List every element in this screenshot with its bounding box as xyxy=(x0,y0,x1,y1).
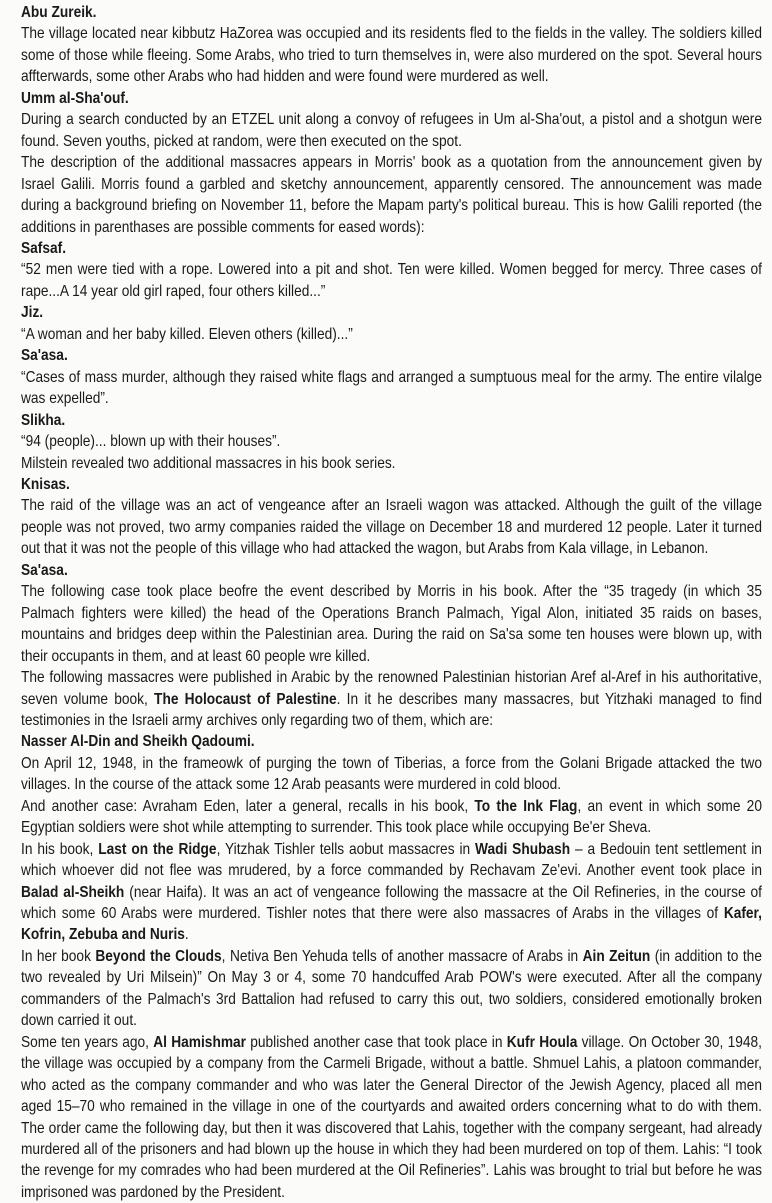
text-run: On April 12, 1948, in the frameowk of purging the town of Tiberias, a force from the Golani Brigade attacked the two villages. In the course of the attack some 12 Arab peasants were murdered in cold blood. xyxy=(21,754,762,794)
text-run: Knisas. xyxy=(21,475,70,493)
bold-text: Last on the Ridge xyxy=(98,840,217,858)
text-run: In his book, xyxy=(21,840,99,858)
paragraph xyxy=(21,581,762,667)
section-heading xyxy=(21,560,762,581)
bold-text: Ain Zeitun xyxy=(582,947,651,965)
text-run: During a search conducted by an ETZEL unit along a convoy of refugees in Um al-Sha'out, a pistol and a shotgun were found. Seven youths, picked at random, were then executed on the spot. xyxy=(21,111,762,150)
paragraph xyxy=(21,23,762,87)
bold-text: Balad al-Sheikh xyxy=(21,883,125,901)
text-run: Slikha. xyxy=(21,411,66,429)
paragraph xyxy=(21,667,762,731)
text-run: (near Haifa). It was an act of vengeance following the massacre at the Oil Refineries, in the course of which some 60 Arabs were murdered. Tishler notes that there were also massacres of Arabs in the villages of xyxy=(21,883,762,923)
text-run: , an event in which some 20 Egyptian soldiers were shot while attempting to surrender. This took place while occupying Be'er Sheva. xyxy=(21,797,762,837)
text-run: The raid of the village was an act of vengeance after an Israeli wagon was attacked. Although the guilt of the village people was not proved, two army companies raided the village on December 18 and murdered 12 people. Later it turned out that it was not the people of this village who had attacked the wagon, but Arabs from Kala village, in Lebanon. xyxy=(21,497,762,558)
text-run: Sa'asa. xyxy=(21,347,68,365)
text-run: Safsaf. xyxy=(21,239,67,257)
paragraph xyxy=(21,839,762,946)
bold-text: Kafer, Kofrin, Zebuba and Nuris xyxy=(21,905,762,944)
text-run: (in addition to the two revealed by Uri Milsein)” On May 3 or 4, some 70 handcuffed Arab POW's were executed. After all the company commanders of the Palmach's 3rd Battalion had refused to carry this out, two soldiers, considered emotionally broken down carried it out. xyxy=(21,947,762,1030)
section-heading xyxy=(21,410,762,431)
text-run: – a Bedouin tent settlement in which whoever did not flee was mrudered, by a force commanded by Rechavam Ze'evi. Another event took place in xyxy=(21,840,762,880)
text-run: Sa'asa. xyxy=(21,561,68,579)
text-run: In her book xyxy=(21,947,96,965)
section-heading xyxy=(21,2,762,23)
paragraph xyxy=(21,946,762,1032)
text-run: . xyxy=(184,926,189,944)
paragraph xyxy=(21,753,762,796)
text-run: The description of the additional massacres appears in Morris' book as a quotation from the announcement given by Israel Galili. Morris found a garbled and sketchy announcement, apparently censored. The announcement was made during a background briefing on November 11, before the Mapam party's political bureau. This is how Galili reported (the additions in parenthases are possible comments for eased words): xyxy=(21,154,762,236)
paragraph xyxy=(21,152,762,238)
text-run: Nasser Al-Din and Sheikh Qadoumi. xyxy=(21,733,255,751)
text-run: Umm al-Sha'ouf. xyxy=(21,89,129,107)
paragraph xyxy=(21,796,762,839)
section-heading xyxy=(21,302,762,323)
bold-text: Wadi Shubash xyxy=(475,840,571,858)
bold-text: Kufr Houla xyxy=(506,1033,578,1051)
paragraph xyxy=(21,495,762,559)
bold-text: The Holocaust of Palestine xyxy=(154,690,337,708)
text-run: Abu Zureik. xyxy=(21,4,97,21)
text-run: “52 men were tied with a rope. Lowered into a pit and shot. Ten were killed. Women begged for mercy. Three cases of rape...A 14 year old girl raped, four others killed...” xyxy=(21,261,762,300)
text-run: The following case took place beofre the event described by Morris in his book. After the “35 tragedy (in which 35 Palmach fighters were killed) the head of the Operations Branch Palmach, Yigal Alon, initiated 35 raids on bases, mountains and bridges deep within the Palestinian area. During the raid on Sa'sa some ten houses were blown up, with their occupants in them, and at least 60 people wre killed. xyxy=(21,583,762,665)
section-heading xyxy=(21,474,762,495)
section-heading xyxy=(21,345,762,366)
text-run: “94 (people)... blown up with their houses”. xyxy=(21,433,281,451)
paragraph xyxy=(21,453,762,474)
section-heading xyxy=(21,731,762,752)
paragraph xyxy=(21,431,762,452)
bold-text: Al Hamishmar xyxy=(153,1033,247,1051)
text-run: And another case: Avraham Eden, later a general, recalls in his book, xyxy=(21,797,475,815)
document-page xyxy=(21,2,762,1203)
paragraph xyxy=(21,109,762,152)
paragraph xyxy=(21,259,762,302)
text-run: . In it he describes many massacres, but Yitzhaki managed to find testimonies in the Israeli army archives only regarding two of them, which are: xyxy=(21,690,762,729)
text-run: “Cases of mass murder, although they raised white flags and arranged a sumptuous meal for the army. The entire vilalge was expelled”. xyxy=(21,368,762,408)
bold-text: Beyond the Clouds xyxy=(95,947,222,965)
section-heading xyxy=(21,238,762,259)
text-run: Milstein revealed two additional massacres in his book series. xyxy=(21,454,396,472)
text-run: , Netiva Ben Yehuda tells of another massacre of Arabs in xyxy=(221,947,583,965)
text-run: Some ten years ago, xyxy=(21,1033,154,1051)
text-run: village. On October 30, 1948, the village was occupied by a company from the Carmeli Brigade, without a battle. Shmuel Lahis, a platoon commander, who acted as the company commander and who was later the General Director of the Jewish Agency, placed all men aged 15–70 who remained in the village in one of the courtyards and awaited orders concerning what to do with them. The order came the following day, but then it was discovered that Lahis, together with the company sergeant, had already murdered all of the prisoners and had blown up the house in which they had been murdered on top of them. Lahis: “I took the revenge for my comrades who had been murdered at the Oil Refineries”. Lahis was brought to trial but before he was imprisoned was pardoned by the President. xyxy=(21,1033,762,1201)
text-run: The following massacres were published in Arabic by the renowned Palestinian historian Aref al-Aref in his authoritative, seven volume book, xyxy=(21,669,762,708)
text-run: Jiz. xyxy=(21,304,44,322)
section-heading xyxy=(21,88,762,109)
paragraph xyxy=(21,1032,762,1203)
paragraph xyxy=(21,367,762,410)
paragraph xyxy=(21,324,762,345)
text-run: The village located near kibbutz HaZorea was occupied and its residents fled to the fields in the valley. The soldiers killed some of those while fleeing. Some Arabs, who tried to turn themselves in, were also murdered on the spot. Several hours affterwards, some other Arabs who had hidden and were found were murdered as well. xyxy=(21,25,762,86)
bold-text: To the Ink Flag xyxy=(474,797,578,815)
text-run: published another case that took place in xyxy=(246,1033,507,1051)
text-run: , Yitzhak Tishler tells aobut massacres in xyxy=(216,840,476,858)
text-run: “A woman and her baby killed. Eleven others (killed)...” xyxy=(21,325,353,343)
